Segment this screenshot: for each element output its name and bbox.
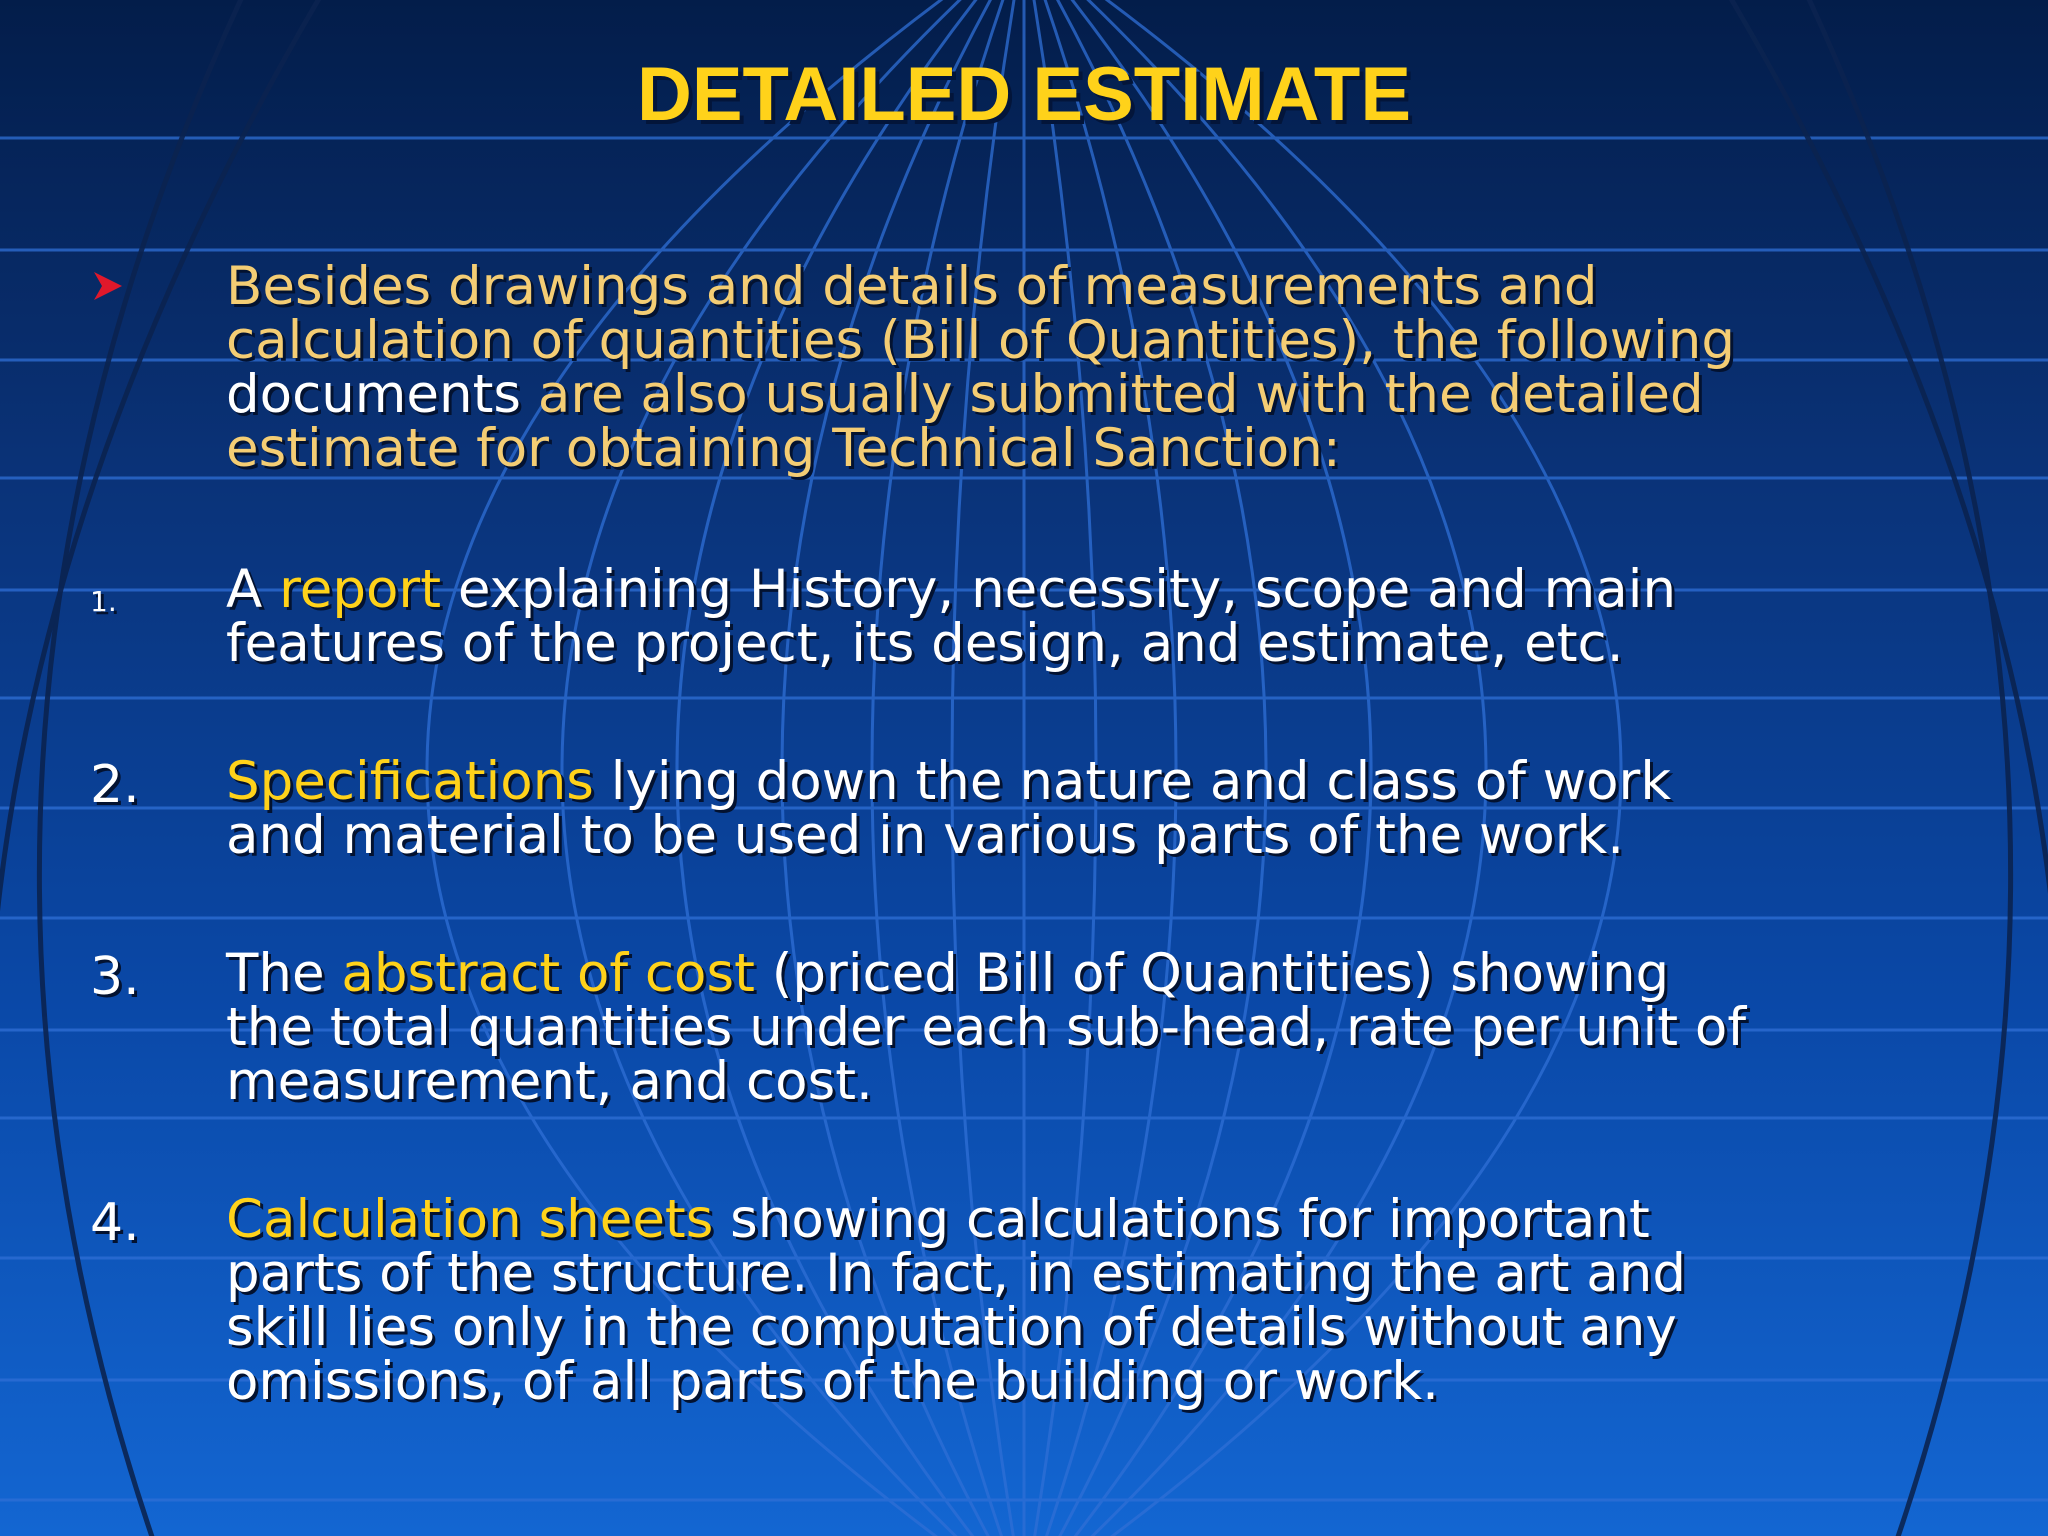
list-item-number: 4. <box>90 1193 140 1253</box>
list-item-prefix: The <box>226 943 342 1004</box>
list-item <box>0 943 2048 1117</box>
intro-line-3-rest: are also usually submitted with the detailed <box>521 364 1704 425</box>
list-item <box>0 559 2048 683</box>
intro-line-4: estimate for obtaining Technical Sanction: <box>226 418 1341 479</box>
list-item-keyword: Calculation sheets <box>226 1189 714 1250</box>
list-item-text <box>226 559 1906 674</box>
list-item-rest: showing calculations for important parts of the structure. In fact, in estimating the art and skill lies only in the computation of details without any omissions, of all parts of the building or work. <box>226 1189 1686 1412</box>
list-item-keyword: report <box>279 559 441 620</box>
list-item-keyword: Specifications <box>226 751 594 812</box>
list-item-text <box>226 1189 1906 1412</box>
list-item-prefix: A <box>226 559 280 620</box>
list-item-text <box>226 943 1906 1112</box>
list-item-keyword: abstract of cost <box>341 943 755 1004</box>
list-item-number: 2. <box>90 755 140 815</box>
list-item <box>0 1189 2048 1423</box>
slide-title: DETAILED ESTIMATE <box>636 52 1412 137</box>
intro-line-3-white: documents <box>226 364 522 425</box>
intro-text <box>226 256 1906 479</box>
intro-line-2: calculation of quantities (Bill of Quantities), the following <box>226 310 1736 371</box>
list-item <box>0 751 2048 875</box>
list-item-rest: lying down the nature and class of work and material to be used in various parts of the work. <box>226 751 1672 866</box>
intro-paragraph <box>0 256 2048 490</box>
list-item-text <box>226 751 1906 866</box>
list-item-rest: explaining History, necessity, scope and main features of the project, its design, and estimate, etc. <box>226 559 1677 674</box>
list-item-number: 1. <box>90 585 117 618</box>
list-item-rest: (priced Bill of Quantities) showing the total quantities under each sub-head, rate per unit of measurement, and cost. <box>226 943 1746 1112</box>
list-item-number: 3. <box>90 947 140 1007</box>
intro-line-1: Besides drawings and details of measurements and <box>226 256 1598 317</box>
arrowhead-bullet-icon <box>92 270 124 302</box>
